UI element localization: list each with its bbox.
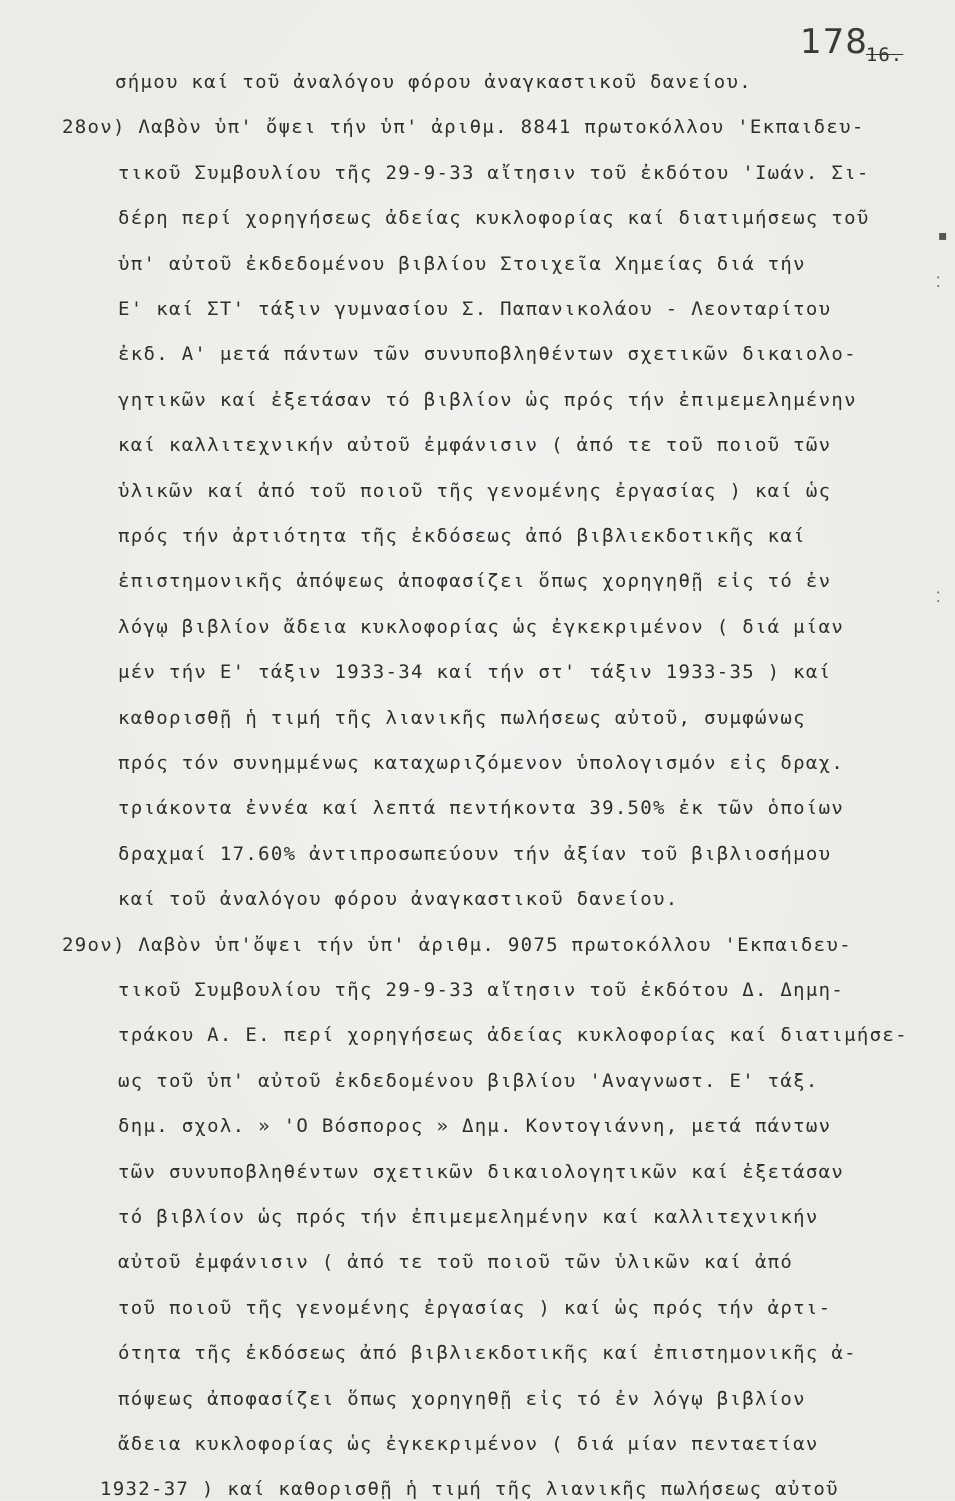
- text-line: πρός τόν συνημμένως καταχωριζόμενον ὑπολογισμόν εἰς δραχ.: [118, 752, 845, 774]
- margin-mark: ⁚: [936, 275, 941, 291]
- text-line: σήμου καί τοῦ ἀναλόγου φόρου ἀναγκαστικοῦ δανείου.: [115, 71, 752, 93]
- text-line: ἐπιστημονικῆς ἀπόψεως ἀποφασίζει ὅπως χορηγηθῇ εἰς τό ἐν: [118, 570, 832, 593]
- text-line: καί καλλιτεχνικήν αὐτοῦ ἐμφάνισιν ( ἀπό τε τοῦ ποιοῦ τῶν: [118, 434, 832, 457]
- page-number-handwritten: 178: [800, 22, 868, 62]
- text-line: τικοῦ Συμβουλίου τῆς 29-9-33 αἴτησιν τοῦ ἐκδότου 'Ιωάν. Σι-: [118, 161, 870, 184]
- text-line: αὐτοῦ ἐμφάνισιν ( ἀπό τε τοῦ ποιοῦ τῶν ὑλικῶν καί ἀπό: [118, 1251, 794, 1274]
- text-line: τό βιβλίον ὡς πρός τήν ἐπιμεμελημένην καί καλλιτεχνικήν: [118, 1206, 819, 1228]
- text-line: πρός τήν ἀρτιότητα τῆς ἐκδόσεως ἀπό βιβλιεκδοτικῆς καί: [118, 525, 806, 547]
- text-line: τῶν συνυποβληθέντων σχετικῶν δικαιολογητικῶν καί ἐξετάσαν: [118, 1160, 845, 1183]
- text-line: ὑπ' αὐτοῦ ἐκδεδομένου βιβλίου Στοιχεῖα Χημείας διά τήν: [118, 252, 806, 275]
- text-line: 29ον) Λαβὸν ὑπ'ὄψει τήν ὑπ' ἀριθμ. 9075 πρωτοκόλλου 'Εκπαιδευ-: [62, 933, 852, 956]
- text-line: λόγῳ βιβλίον ἄδεια κυκλοφορίας ὡς ἐγκεκριμένον ( διά μίαν: [118, 615, 845, 638]
- text-line: τοῦ ποιοῦ τῆς γενομένης ἐργασίας ) καί ὡς πρός τήν ἀρτι-: [118, 1296, 832, 1319]
- text-line: γητικῶν καί ἐξετάσαν τό βιβλίον ὡς πρός τήν ἐπιμεμελημένην: [118, 388, 857, 411]
- margin-mark: ⁚: [936, 590, 941, 606]
- text-line: τριάκοντα ἐννέα καί λεπτά πεντήκοντα 39.50% ἐκ τῶν ὁποίων: [118, 797, 845, 820]
- text-line: ἄδεια κυκλοφορίας ὡς ἐγκεκριμένον ( διά μίαν πενταετίαν: [118, 1433, 819, 1455]
- text-line: δημ. σχολ. » 'Ο Βόσπορος » Δημ. Κοντογιάννη, μετά πάντων: [118, 1115, 832, 1138]
- text-line: πόψεως ἀποφασίζει ὅπως χορηγηθῇ εἰς τό ἐν λόγῳ βιβλίον: [118, 1387, 806, 1410]
- text-line: Ε' καί ΣΤ' τάξιν γυμνασίου Σ. Παπανικολάου - Λεονταρίτου: [118, 298, 832, 320]
- text-line: τικοῦ Συμβουλίου τῆς 29-9-33 αἴτησιν τοῦ ἐκδότου Δ. Δημη-: [118, 979, 845, 1001]
- text-line: δέρη περί χορηγήσεως ἀδείας κυκλοφορίας καί διατιμήσεως τοῦ: [118, 207, 870, 230]
- page-number: [800, 22, 905, 66]
- margin-mark: ▪: [938, 228, 948, 244]
- text-line: τράκου Α. Ε. περί χορηγήσεως ἀδείας κυκλοφορίας καί διατιμήσε-: [118, 1024, 908, 1047]
- page-number-struck: 16.: [865, 44, 904, 66]
- text-line: καί τοῦ ἀναλόγου φόρου ἀναγκαστικοῦ δανείου.: [118, 888, 679, 911]
- text-line: δραχμαί 17.60% ἀντιπροσωπεύουν τήν ἀξίαν τοῦ βιβλιοσήμου: [118, 842, 832, 865]
- text-line: 28ον) Λαβὸν ὑπ' ὄψει τήν ὑπ' ἀριθμ. 8841 πρωτοκόλλου 'Εκπαιδευ-: [62, 116, 865, 139]
- text-line: 1932-37 ) καί καθορισθῇ ἡ τιμή τῆς λιανικῆς πωλήσεως αὐτοῦ: [100, 1478, 839, 1501]
- text-line: ὑλικῶν καί ἀπό τοῦ ποιοῦ τῆς γενομένης ἐργασίας ) καί ὡς: [118, 479, 832, 502]
- text-line: μέν τήν Ε' τάξιν 1933-34 καί τήν στ' τάξιν 1933-35 ) καί: [118, 661, 832, 684]
- text-line: ἐκδ. Α' μετά πάντων τῶν συνυποβληθέντων σχετικῶν δικαιολο-: [118, 343, 857, 366]
- text-line: ότητα τῆς ἐκδόσεως ἀπό βιβλιεκδοτικῆς καί ἐπιστημονικῆς ἀ-: [118, 1342, 857, 1365]
- text-line: ως τοῦ ὑπ' αὐτοῦ ἐκδεδομένου βιβλίου 'Αναγνωστ. Ε' τάξ.: [118, 1069, 819, 1092]
- text-line: καθορισθῇ ἡ τιμή τῆς λιανικῆς πωλήσεως αὐτοῦ, συμφώνως: [118, 706, 806, 729]
